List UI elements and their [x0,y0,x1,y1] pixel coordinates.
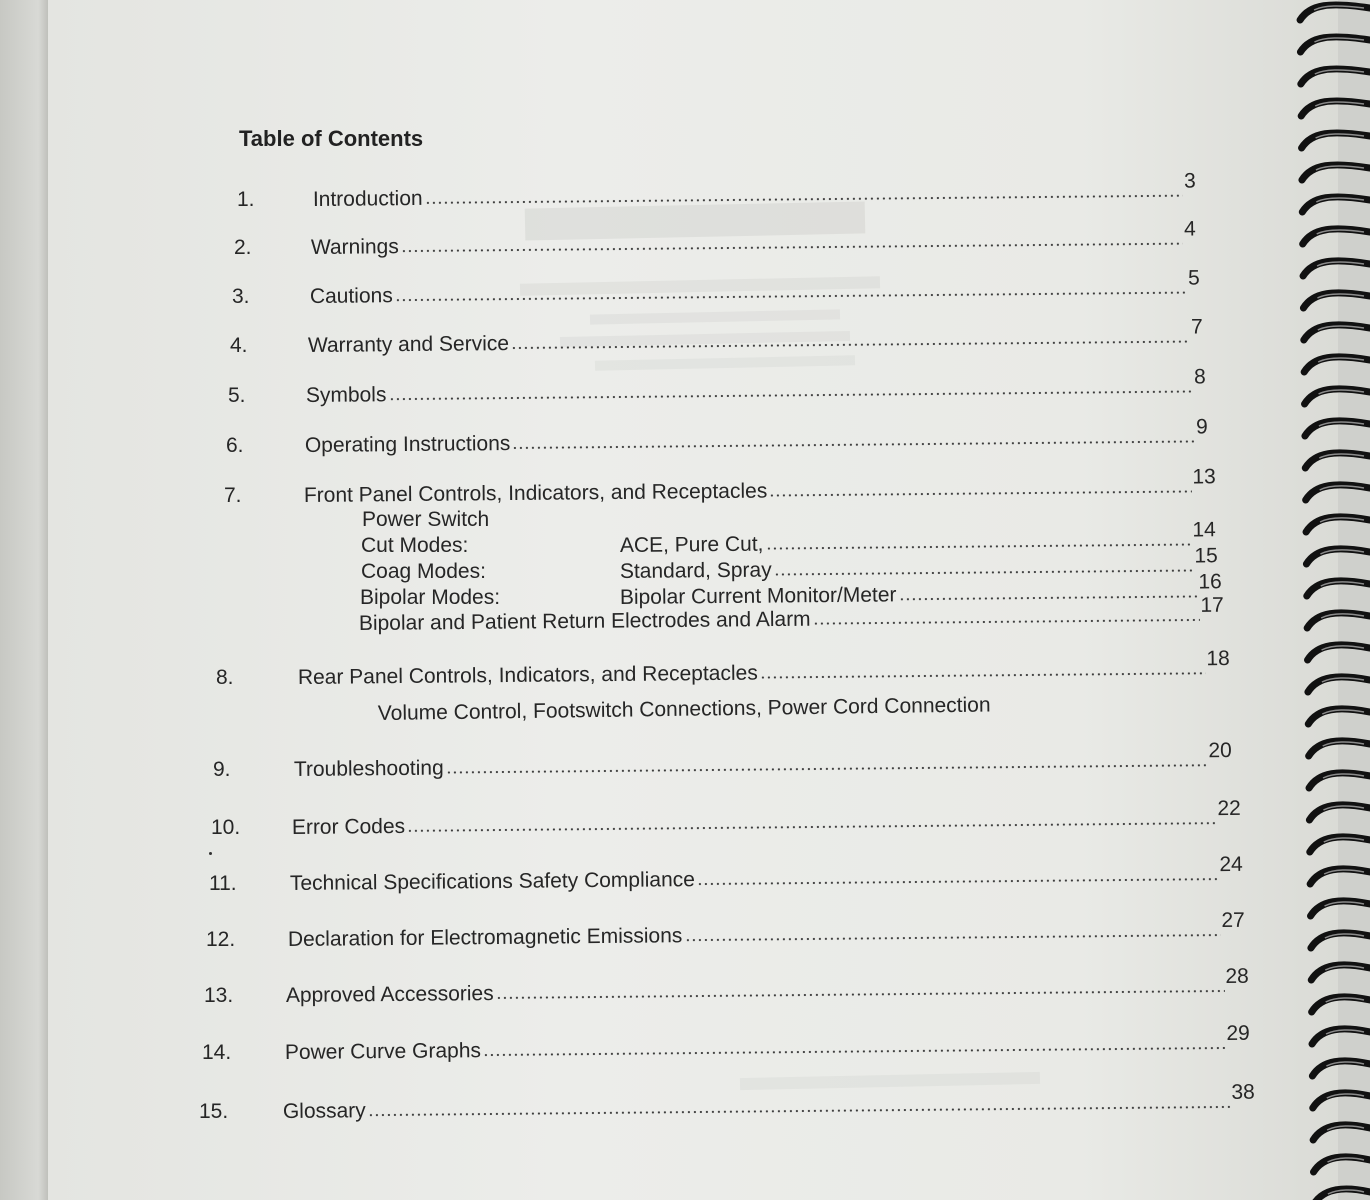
dot-leader [697,876,1219,887]
toc-entry-label: Declaration for Electromagnetic Emissions [287,924,683,952]
subitem-page: 16 [1198,570,1222,594]
toc-entry-page: 9 [1195,415,1208,439]
dot-leader [407,820,1216,834]
dot-leader [496,988,1225,1001]
subitem-electrodes-label: Bipolar and Patient Return Electrodes and Alarm [358,607,811,636]
toc-entry-number: 14. [202,1041,232,1064]
toc-entry-label: Glossary [282,1099,366,1123]
adjacent-page-edge [0,0,48,1200]
dot-leader [765,542,1191,552]
subitem-page: 17 [1200,593,1224,617]
dot-leader [813,617,1200,627]
dot-leader [388,388,1193,402]
subitem-page: 15 [1194,544,1218,568]
toc-entry-page: 13 [1192,465,1216,489]
toc-entry-page: 4 [1183,217,1196,241]
toc-entry-page: 28 [1225,964,1249,988]
toc-entry-label: Operating Instructions [304,432,511,458]
toc-entry-label: Approved Accessories [285,982,494,1008]
toc-entry-number: 10. [211,816,241,839]
dot-leader [425,193,1184,206]
toc-entry-page: 18 [1206,647,1230,671]
dot-leader [446,762,1208,775]
toc-entry-page: 29 [1226,1021,1250,1045]
toc-entry-number: 15. [199,1100,229,1123]
toc-entry-label: Symbols [305,383,387,408]
toc-entry-label: Warnings [310,235,399,260]
toc-entry-page: 27 [1221,908,1245,933]
dot-leader [512,438,1195,451]
subitem-page: 14 [1192,518,1216,542]
dot-leader [368,1104,1231,1118]
toc-entry-number: 2. [234,236,252,259]
dot-leader [774,567,1194,577]
toc-entry-label: Error Codes [291,814,406,840]
dot-leader [483,1045,1226,1058]
power-switch-subitem: Power Switch [362,508,490,531]
subitem-detail: Standard, Spray [619,558,772,584]
toc-entry-number: 8. [216,666,234,689]
dot-leader [401,241,1183,255]
toc-entry-number: 13. [204,984,234,1007]
toc-entry-number: 5. [228,384,246,407]
toc-entry-label: Troubleshooting [293,756,444,782]
toc-entry-label: Front Panel Controls, Indicators, and Receptacles [303,479,768,508]
toc-entry-number: 11. [209,872,237,895]
toc-entry-page: 7 [1190,315,1203,339]
toc-entry-number: 9. [213,758,231,781]
toc-entry-label: Cautions [309,284,393,309]
toc-entry-label: Technical Specifications Safety Compliance [289,868,696,896]
subitem-detail: ACE, Pure Cut, [619,532,764,558]
toc-entry-page: 20 [1208,738,1232,763]
toc-entry-page: 5 [1187,266,1200,290]
toc-entry-label: Warranty and Service [307,332,510,358]
toc-entry-page: 38 [1231,1080,1255,1104]
subitem-mode-label: Coag Modes: [361,560,486,583]
section8-subitems: Volume Control, Footswitch Connections, Power Cord Connection [377,693,991,726]
toc-entry-number: 1. [237,188,255,211]
toc-title: Table of Contents [239,126,424,151]
dot-leader [769,488,1191,498]
toc-entry-label: Rear Panel Controls, Indicators, and Receptacles [297,661,758,690]
toc-entry-label: Introduction [312,186,423,212]
subitem-mode-label: Bipolar Modes: [360,586,501,609]
toc-entry-number: 4. [230,334,248,357]
subitem-detail: Bipolar Current Monitor/Meter [619,583,897,610]
spiral-binding [1290,0,1370,1200]
subitem-mode-label: Cut Modes: [361,534,469,557]
dot-leader [760,670,1206,680]
dot-leader [684,932,1220,943]
toc-entry-page: 3 [1183,169,1196,193]
toc-entry-label: Power Curve Graphs [284,1039,482,1064]
toc-entry-number: 7. [224,484,242,507]
dot-leader [395,290,1187,304]
dot-leader [511,339,1190,352]
dot-leader [898,593,1197,602]
toc-entry-page: 8 [1193,365,1206,389]
stray-mark [209,852,212,855]
toc-entry-page: 22 [1217,796,1241,821]
toc-entry-number: 6. [226,434,244,457]
toc-entry-number: 3. [232,285,250,308]
toc-entry-number: 12. [206,928,236,951]
toc-entry-page: 24 [1219,852,1243,877]
